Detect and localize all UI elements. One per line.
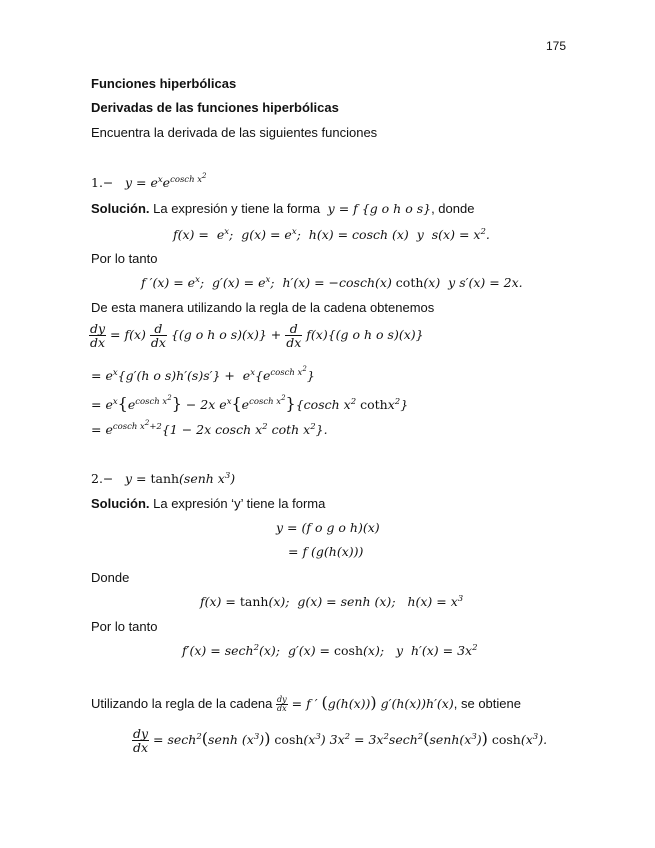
problem-1-chain-step-1: $\frac{dy}{dx}$ = f(x) $\frac{d}{dx}$ {(g o h o s)(x)} + $\frac{d}{dx}$ f(x){(g o h o s)(x)} — [90, 321, 424, 351]
problem-2-derivatives: f′(x) = sech$^2$(x); g′(x) = cosh(x); y $h'(x) = 3x^2$ — [182, 643, 478, 658]
problem-2-statement: 2.− y = tanh(senh $x^3$) — [91, 471, 236, 486]
problem-1-chain-step-3: = $e^x\{e^{cosch x^2}\} - 2x$ $e^x\{e^{cosch x^2}\}\{cosch$ $x^2$ cothx$^2$} — [91, 394, 409, 413]
form-intro: La expresión y tiene la forma — [153, 201, 321, 216]
chain-intro-2: Utilizando la regla de la cadena — [91, 696, 273, 711]
form-intro-2: La expresión ‘y’ tiene la forma — [153, 496, 326, 511]
problem-1-derivatives: f $'(x) = e^x$; $g'(x) = e^x$; h′(x) = −cosch(x) coth(x) y s′(x) = 2x. — [141, 275, 523, 290]
problem-2-chain-line: Utilizando la regla de la cadena $\frac{dy}{dx}$ = f ′ (g(h(x))) g′(h(x))h′(x), se obtiene — [91, 693, 521, 713]
problem-1-chain-intro: De esta manera utilizando la regla de la cadena obtenemos — [91, 300, 435, 315]
solution-label: Solución. — [91, 201, 150, 216]
subsection-title: Derivadas de las funciones hiperbólicas — [91, 100, 339, 115]
solution-label-2: Solución. — [91, 496, 150, 511]
page-number: 175 — [546, 39, 567, 53]
instruction-text: Encuentra la derivada de las siguientes funciones — [91, 125, 378, 140]
chain-rule-formula: $\frac{dy}{dx}$ = f ′ (g(h(x))) g′(h(x))h′(x) — [277, 693, 454, 713]
problem-1-definitions: $f(x) = e^x$; $g(x) = e^x$; h(x) = cosch (x) y $s(x) = x^2$. — [173, 227, 490, 242]
problem-1-statement: $1.- y = e^xe^{cosch x^2}$ — [91, 172, 207, 190]
problem-2-solution-line — [91, 497, 325, 510]
problem-1-chain-step-2: = $e^x\{g'(h$ o $s)h'(s)s'\} + e^x\{e^{cosch x^2}\}$ — [91, 365, 315, 383]
problem-1-result: = $e^{cosch x^2+2}\{1 - 2x$ cosch $x^2$ coth $x^2$}. — [91, 419, 328, 437]
problem-2-donde: Donde — [91, 570, 130, 585]
problem-1-por-lo-tanto: Por lo tanto — [91, 251, 158, 266]
problem-2-por-lo-tanto: Por lo tanto — [91, 619, 158, 634]
section-title: Funciones hiperbólicas — [91, 76, 237, 91]
problem-2-form-line-2: = f (g(h(x))) — [288, 544, 364, 559]
problem-2-form-line-1: y = (f o g o h)(x) — [276, 520, 380, 535]
problem-1-function: $y = e^xe^{cosch x^2}$ — [117, 172, 207, 190]
problem-2-result: $\frac{dy}{dx}$ = sech$^2$(senh $(x^3)$) $\cosh(x^3) 3x^2$ = $3x^2\sec h^2(senh(x^3))$ $\cosh(x^3)$. — [133, 726, 548, 756]
problem-1-solution-line: Solución. La expresión y tiene la forma y = f {g o h o s}, donde — [91, 201, 475, 216]
problem-2-function: y = tanh(senh $x^3$) — [117, 471, 236, 486]
form-expression: y = f {g o h o s} — [323, 201, 432, 216]
problem-2-definitions: f(x) = tanh(x); g(x) = senh (x); $h(x) = x^3$ — [200, 594, 464, 609]
